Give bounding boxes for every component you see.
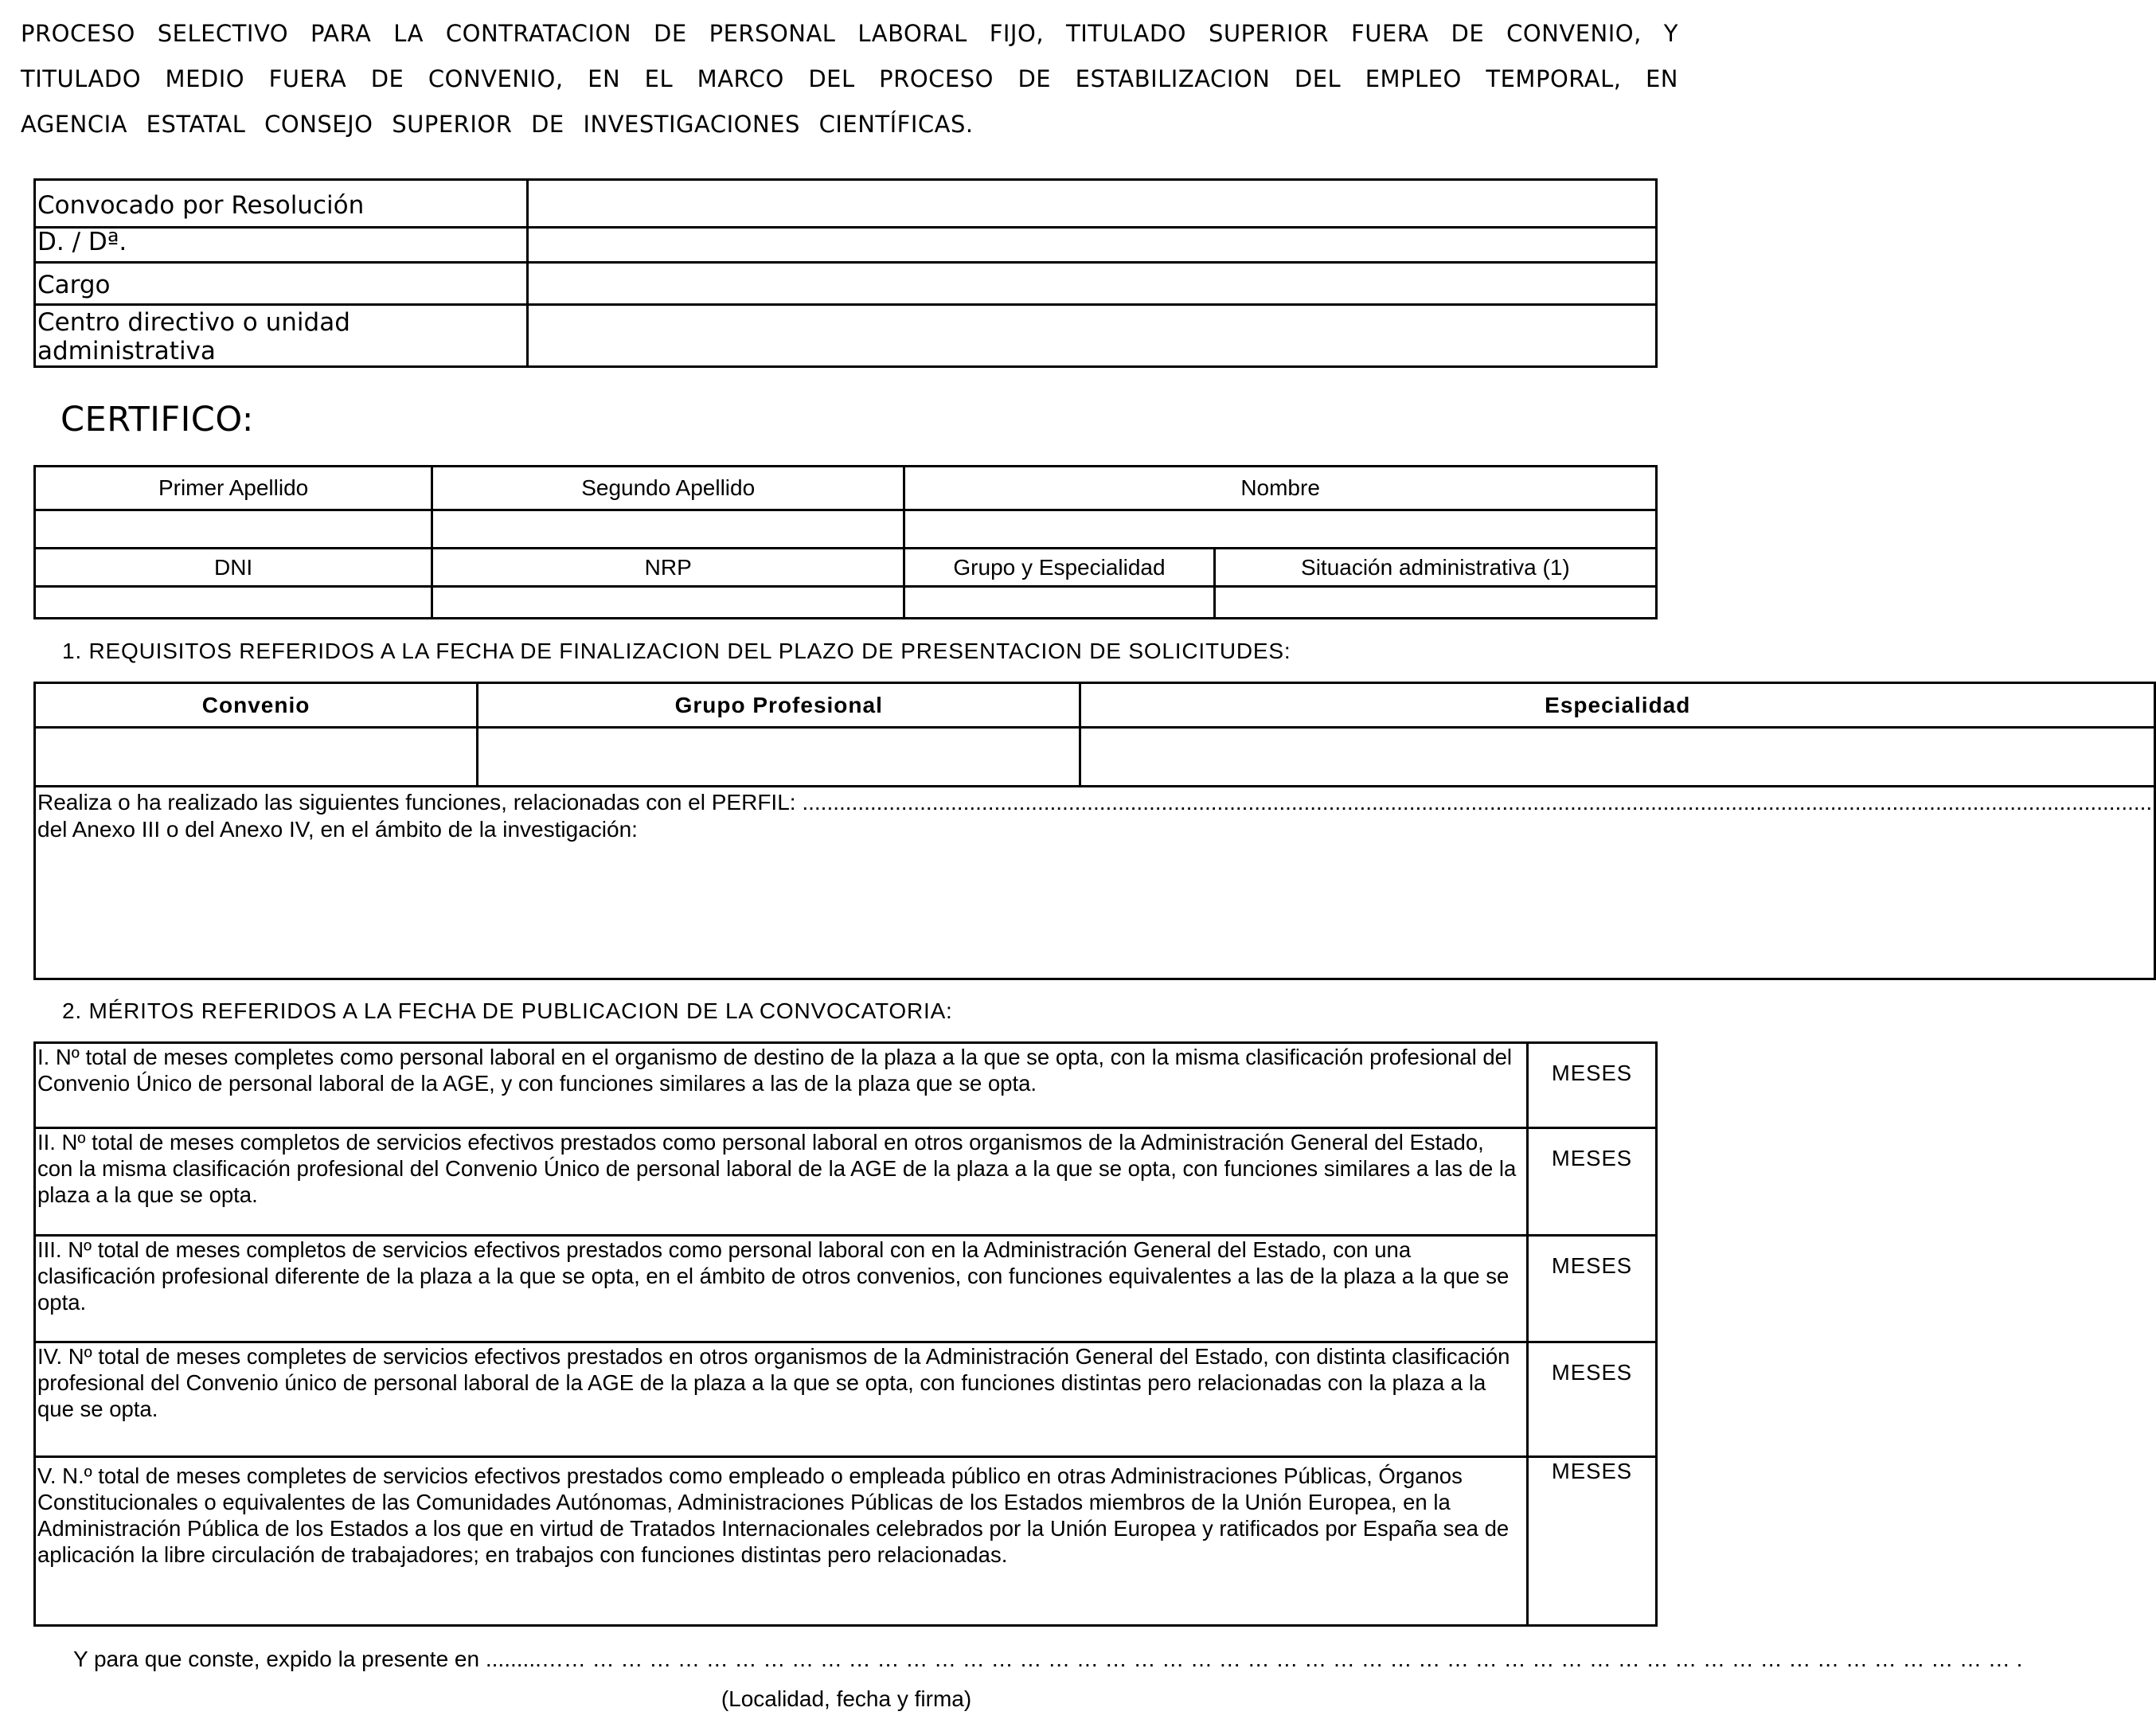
merito-row xyxy=(35,1457,1657,1626)
certifico-title: CERTIFICO: xyxy=(61,400,254,440)
merito-description: I. Nº total de meses completes como personal laboral en el organismo de destino de la plaza a la que se opta, con la misma clasificación profesional del Convenio Único de personal laboral de la AGE, y con funciones similares a las de la plaza que se opta. xyxy=(35,1043,1528,1128)
perfil-text: Realiza o ha realizado las siguientes funciones, relacionadas con el PERFIL: xyxy=(37,790,796,815)
perfil-annex-text: del Anexo III o del Anexo IV, en el ámbito de la investigación: xyxy=(37,816,638,842)
merito-row xyxy=(35,1342,1657,1457)
meritos-title: 2. MÉRITOS REFERIDOS A LA FECHA DE PUBLICACION DE LA CONVOCATORIA: xyxy=(62,998,953,1023)
convocatoria-row xyxy=(35,228,1657,263)
nrp-header: NRP xyxy=(432,549,904,587)
grupo-especialidad-field[interactable] xyxy=(904,587,1215,619)
centro-directivo-label: Centro directivo o unidad administrativa xyxy=(35,305,528,367)
don-dona-field[interactable] xyxy=(528,228,1657,263)
convocatoria-table xyxy=(33,178,1658,368)
convocatoria-row xyxy=(35,305,1657,367)
merito-description: IV. Nº total de meses completes de servicios efectivos prestados en otros organismos de la Administración General del Estado, con distinta clasificación profesional del Convenio único de personal laboral de la AGE de la plaza a la que se opta, con funciones distintas pero relacionadas con la plaza a la que se opta. xyxy=(35,1342,1528,1457)
dni-field[interactable] xyxy=(35,587,432,619)
don-dona-label: D. / Dª. xyxy=(35,228,528,263)
merito-description: III. Nº total de meses completos de servicios efectivos prestados como personal laboral con en la Administración General del Estado, con una clasificación profesional diferente de la plaza a la que se opta, en el ámbito de otros convenios, con funciones equivalentes a las de la plaza a la que se opta. xyxy=(35,1236,1528,1342)
convocado-field[interactable] xyxy=(528,180,1657,228)
nombre-header: Nombre xyxy=(904,467,1657,510)
convenio-field[interactable] xyxy=(35,728,478,787)
requisitos-title: 1. REQUISITOS REFERIDOS A LA FECHA DE FINALIZACION DEL PLAZO DE PRESENTACION DE SOLICITUDES: xyxy=(62,639,1291,663)
convenio-header: Convenio xyxy=(35,683,478,728)
centro-directivo-field[interactable] xyxy=(528,305,1657,367)
meses-field[interactable]: MESES xyxy=(1528,1342,1657,1457)
primer-apellido-field[interactable] xyxy=(35,510,432,549)
segundo-apellido-field[interactable] xyxy=(432,510,904,549)
situacion-administrativa-header: Situación administrativa (1) xyxy=(1214,549,1656,587)
meses-field[interactable]: MESES xyxy=(1528,1128,1657,1236)
requisitos-header-row xyxy=(35,683,2155,728)
primer-apellido-header: Primer Apellido xyxy=(35,467,432,510)
meses-field[interactable]: MESES xyxy=(1528,1236,1657,1342)
convocado-label: Convocado por Resolución xyxy=(35,180,528,228)
personal-input-row xyxy=(35,510,1657,549)
closing-text: Y para que conste, expido la presente en xyxy=(73,1647,480,1671)
dni-header: DNI xyxy=(35,549,432,587)
meses-field[interactable]: MESES xyxy=(1528,1043,1657,1128)
cargo-field[interactable] xyxy=(528,263,1657,305)
nombre-field[interactable] xyxy=(904,510,1657,549)
merito-description: V. N.º total de meses completes de servicios efectivos prestados como empleado o empleada público en otras Administraciones Públicas, Órganos Constitucionales o equivalentes de las Comunidades Autónomas, Administraciones Públicas de los Estados miembros de la Unión Europea, en la Administración Pública de los Estados a los que en virtud de Tratados Internacionales celebrados por la Unión Europea y ratificados por España sea de aplicación la libre circulación de trabajadores; en trabajos con funciones distintas pero relacionadas. xyxy=(35,1457,1528,1626)
grupo-especialidad-header: Grupo y Especialidad xyxy=(904,549,1215,587)
grupo-profesional-header: Grupo Profesional xyxy=(478,683,1080,728)
perfil-field[interactable] xyxy=(35,787,2155,979)
meses-field[interactable]: MESES xyxy=(1528,1457,1657,1626)
perfil-line xyxy=(37,789,2152,816)
merito-row xyxy=(35,1043,1657,1128)
especialidad-header: Especialidad xyxy=(1080,683,2155,728)
segundo-apellido-header: Segundo Apellido xyxy=(432,467,904,510)
especialidad-field[interactable] xyxy=(1080,728,2155,787)
merito-row xyxy=(35,1236,1657,1342)
document-heading: PROCESO SELECTIVO PARA LA CONTRATACION DE PERSONAL LABORAL FIJO, TITULADO SUPERIOR FUERA DE CONVENIO, Y TITULADO MEDIO FUERA DE CONVENIO, EN EL MARCO DEL PROCESO DE ESTABILIZACION DEL EMPLEO TEMPORAL, EN AGENCIA ESTATAL CONSEJO SUPERIOR DE INVESTIGACIONES CIENTÍFICAS. xyxy=(21,20,1678,138)
meritos-table xyxy=(33,1041,1658,1627)
personal-input-row xyxy=(35,587,1657,619)
requisitos-table xyxy=(33,682,2156,980)
merito-row xyxy=(35,1128,1657,1236)
closing-statement xyxy=(73,1647,2023,1672)
perfil-row xyxy=(35,787,2155,979)
personal-data-table xyxy=(33,465,1658,619)
closing-dots: .........…… … … … … … … … … … … … … … … … … … … … … … … … … … … … … … … … … … … … … … … … … … … … … … … … … … … . xyxy=(485,1647,2023,1671)
personal-header-row xyxy=(35,549,1657,587)
situacion-administrativa-field[interactable] xyxy=(1214,587,1656,619)
requisitos-input-row xyxy=(35,728,2155,787)
signature-caption: (Localidad, fecha y firma) xyxy=(721,1686,972,1711)
cargo-label: Cargo xyxy=(35,263,528,305)
personal-header-row xyxy=(35,467,1657,510)
convocatoria-row xyxy=(35,263,1657,305)
merito-description: II. Nº total de meses completos de servicios efectivos prestados como personal laboral en otros organismos de la Administración General del Estado, con la misma clasificación profesional del Convenio Único de personal laboral de la AGE de la plaza a la que se opta, con funciones similares a las de la plaza a la que se opta. xyxy=(35,1128,1528,1236)
perfil-dots: .......................................................................................................................................................................................................................... xyxy=(802,790,2153,815)
convocatoria-row xyxy=(35,180,1657,228)
nrp-field[interactable] xyxy=(432,587,904,619)
grupo-profesional-field[interactable] xyxy=(478,728,1080,787)
